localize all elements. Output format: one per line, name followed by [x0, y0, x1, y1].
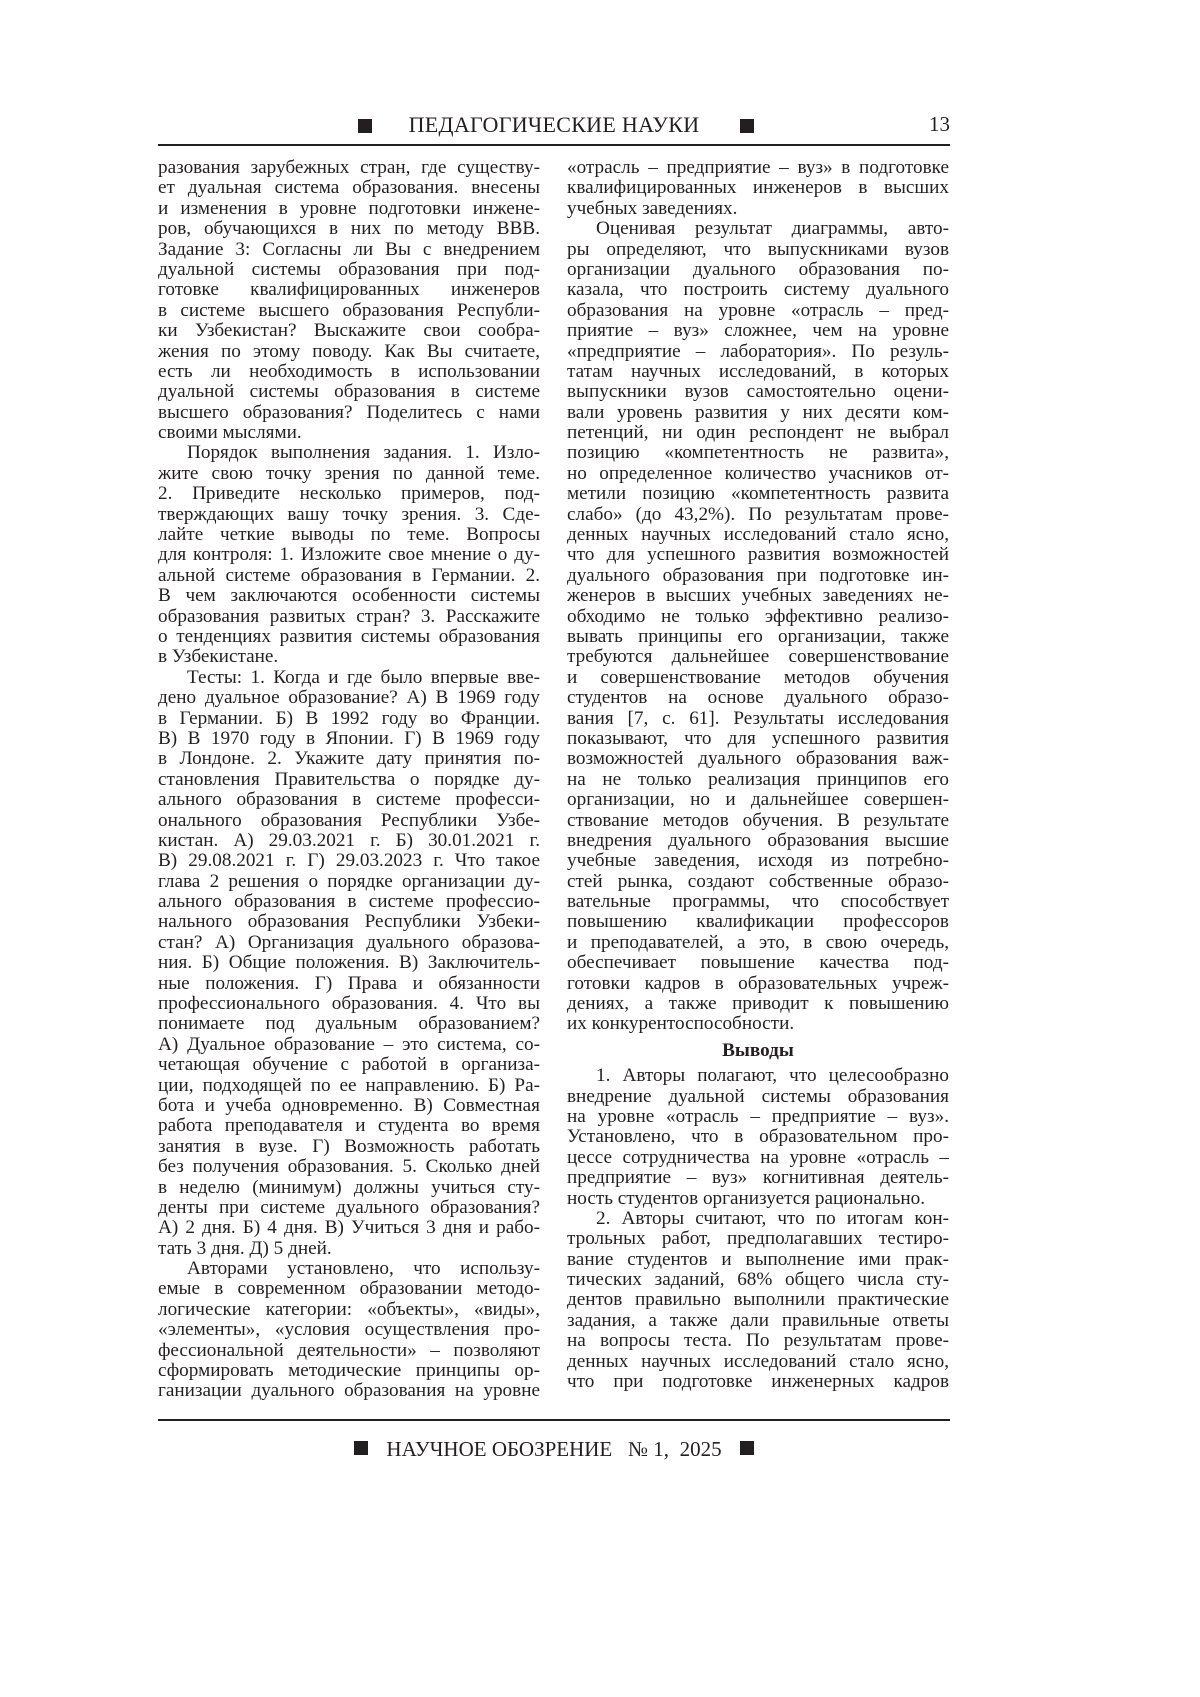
text-line: на вопросы теста. По результатам прове- [567, 1331, 949, 1351]
running-footer [158, 1437, 950, 1462]
text-line: денных научных исследований стало ясно, [567, 525, 949, 545]
text-line: Задание 3: Согласны ли Вы с внедрением [158, 240, 540, 260]
text-line: жите свою точку зрения по данной теме. [158, 464, 540, 484]
text-line: становления Правительства о порядке ду- [158, 770, 540, 790]
paragraph [158, 158, 540, 443]
paragraph [567, 1209, 949, 1393]
text-line: квалифицированных инженеров в высших [567, 178, 949, 198]
text-line: выпускники вузов самостоятельно оцени- [567, 382, 949, 402]
text-line: дениях, а также приводит к повышению [567, 994, 949, 1014]
text-line: высшего образования? Поделитесь с нами [158, 403, 540, 423]
text-line: организации, но и дальнейшее совершен- [567, 790, 949, 810]
text-line: показывают, что для успешного развития [567, 729, 949, 749]
text-line: в Узбекистане. [158, 647, 540, 667]
text-line: что при подготовке инженерных кадров [567, 1372, 949, 1392]
text-line: работа преподавателя и студента во время [158, 1116, 540, 1136]
text-line: вания [7, с. 61]. Результаты исследования [567, 709, 949, 729]
text-line: разования зарубежных стран, где существу- [158, 158, 540, 178]
text-line: кистан. А) 29.03.2021 г. Б) 30.01.2021 г. [158, 831, 540, 851]
text-line: В) 29.08.2021 г. Г) 29.03.2023 г. Что такое [158, 851, 540, 871]
text-line: позицию «компетентность не развита», [567, 443, 949, 463]
text-line: Тесты: 1. Когда и где было впервые вве- [158, 668, 540, 688]
text-line: сформировать методические принципы ор- [158, 1361, 540, 1381]
square-bullet-icon [740, 119, 754, 133]
text-line: вательные программы, что способствует [567, 892, 949, 912]
text-line: задания, а также дали правильные ответы [567, 1311, 949, 1331]
text-line: казала, что построить систему дуального [567, 280, 949, 300]
text-line: дуального образования при подготовке ин- [567, 566, 949, 586]
text-line: ганизации дуального образования на уровне [158, 1381, 540, 1401]
text-line: ции, подходящей по ее направлению. Б) Ра- [158, 1076, 540, 1096]
text-line: вывать принципы его организации, также [567, 627, 949, 647]
text-line: трольных работ, предполагавших тестиро- [567, 1229, 949, 1249]
text-line: образования развитых стран? 3. Расскажите [158, 607, 540, 627]
left-column [158, 158, 540, 1402]
text-line: емые в современном образовании методо- [158, 1279, 540, 1299]
text-line: метили позицию «компетентность развита [567, 484, 949, 504]
text-line: ет дуальная система образования. внесены [158, 178, 540, 198]
text-line: ния. Б) Общие положения. В) Заключитель- [158, 953, 540, 973]
text-line: дуальной системы образования при под- [158, 260, 540, 280]
text-line: возможностей дуального образования важ- [567, 749, 949, 769]
text-line: ки Узбекистан? Выскажите свои сообра- [158, 321, 540, 341]
text-line: ные положения. Г) Права и обязанности [158, 974, 540, 994]
text-line: их конкурентоспособности. [567, 1014, 949, 1034]
paragraph [567, 219, 949, 1035]
text-line: ры определяют, что выпускниками вузов [567, 240, 949, 260]
text-line: нального образования Республики Узбеки- [158, 912, 540, 932]
text-line: приятие – вуз» сложнее, чем на уровне [567, 321, 949, 341]
text-line: для контроля: 1. Изложите свое мнение о ду- [158, 545, 540, 565]
text-line: слабо» (до 43,2%). По результатам прове- [567, 505, 949, 525]
text-line: образования на уровне «отрасль – пред- [567, 301, 949, 321]
text-line: А) 2 дня. Б) 4 дня. В) Учиться 3 дня и рабо- [158, 1218, 540, 1238]
text-line: студентов на основе дуального образо- [567, 688, 949, 708]
text-line: ров, обучающихся в них по методу ВВВ. [158, 219, 540, 239]
text-line: внедрение дуальной системы образования [567, 1087, 949, 1107]
text-line: предприятие – вуз» когнитивная деятель- [567, 1168, 949, 1188]
text-line: тверждающих вашу точку зрения. 3. Сде- [158, 505, 540, 525]
text-line: 1. Авторы полагают, что целесообразно [567, 1066, 949, 1086]
text-line: дуальной системы образования в системе [158, 382, 540, 402]
text-line: «предприятие – лаборатория». По резуль- [567, 342, 949, 362]
issue-year: 2025 [680, 1437, 722, 1461]
text-line: внедрения дуального образования высшие [567, 831, 949, 851]
text-line: А) Дуальное образование – это система, со- [158, 1035, 540, 1055]
journal-name: НАУЧНОЕ ОБОЗРЕНИЕ [386, 1437, 612, 1461]
square-bullet-icon [740, 1441, 754, 1455]
text-line: ность студентов организуется рационально. [567, 1189, 949, 1209]
text-line: но определенное количество учасников от- [567, 464, 949, 484]
text-line: денных научных исследований стало ясно, [567, 1352, 949, 1372]
text-line: четающая обучение с работой в организа- [158, 1055, 540, 1075]
text-line: в Германии. Б) В 1992 году во Франции. [158, 709, 540, 729]
text-line: организации дуального образования по- [567, 260, 949, 280]
text-line: альной системе образования в Германии. 2. [158, 566, 540, 586]
text-line: 2. Приведите несколько примеров, под- [158, 484, 540, 504]
paragraph [158, 668, 540, 1259]
text-line: в неделю (минимум) должны учиться сту- [158, 1178, 540, 1198]
text-line: что для успешного развития возможностей [567, 545, 949, 565]
section-heading: Выводы [567, 1041, 949, 1061]
text-line: глава 2 решения о порядке организации ду- [158, 872, 540, 892]
text-line: и изменения в уровне подготовки инжене- [158, 199, 540, 219]
text-line: в системе высшего образования Республи- [158, 301, 540, 321]
text-line: стей рынка, создают собственные образо- [567, 872, 949, 892]
text-line: есть ли необходимость в использовании [158, 362, 540, 382]
text-line: готовке квалифицированных инженеров [158, 280, 540, 300]
text-line: ствование методов обучения. В результате [567, 811, 949, 831]
text-line: В чем заключаются особенности системы [158, 586, 540, 606]
text-line: Установлено, что в образовательном про- [567, 1127, 949, 1147]
text-line: профессионального образования. 4. Что вы [158, 994, 540, 1014]
text-line: фессиональной деятельности» – позволяют [158, 1341, 540, 1361]
text-line: татам научных исследований, в которых [567, 362, 949, 382]
text-line: денты при системе дуального образования? [158, 1198, 540, 1218]
text-line: ального образования в системе професси- [158, 790, 540, 810]
text-line: тических заданий, 68% общего числа сту- [567, 1270, 949, 1290]
text-line: В) В 1970 году в Японии. Г) В 1969 году [158, 729, 540, 749]
text-line: вали уровень развития у них десяти ком- [567, 403, 949, 423]
text-line: в Лондоне. 2. Укажите дату принятия по- [158, 749, 540, 769]
text-line: занятия в вузе. Г) Возможность работать [158, 1137, 540, 1157]
header-rule [158, 144, 950, 146]
text-line: онального образования Республики Узбе- [158, 811, 540, 831]
text-line: лайте четкие выводы по теме. Вопросы [158, 525, 540, 545]
text-line: стан? А) Организация дуального образова- [158, 933, 540, 953]
square-bullet-icon [354, 1441, 368, 1455]
issue-number: № 1, [628, 1437, 669, 1461]
text-line: учебных заведениях. [567, 199, 949, 219]
text-line: женеров в высших учебных заведениях не- [567, 586, 949, 606]
text-line: 2. Авторы считают, что по итогам кон- [567, 1209, 949, 1229]
text-line: ального образования в системе профессио- [158, 892, 540, 912]
right-column [567, 158, 949, 1392]
text-line: и преподавателей, а это, в свою очередь, [567, 933, 949, 953]
paragraph [158, 443, 540, 667]
paragraph [158, 1259, 540, 1402]
footer-rule [158, 1419, 950, 1421]
text-line: на не только реализация принципов его [567, 770, 949, 790]
text-line: логические категории: «объекты», «виды», [158, 1300, 540, 1320]
text-line: жения по этому поводу. Как Вы считаете, [158, 342, 540, 362]
text-line: дентов правильно выполнили практические [567, 1290, 949, 1310]
text-line: на уровне «отрасль – предприятие – вуз». [567, 1107, 949, 1127]
text-line: бота и учеба одновременно. В) Совместная [158, 1096, 540, 1116]
text-line: вание студентов и выполнение ими прак- [567, 1250, 949, 1270]
text-line: обходимо не только эффективно реализо- [567, 607, 949, 627]
text-line: понимаете под дуальным образованием? [158, 1014, 540, 1034]
running-header [158, 112, 950, 142]
section-title: ПЕДАГОГИЧЕСКИЕ НАУКИ [158, 112, 950, 138]
page-number: 13 [929, 112, 950, 137]
text-line: готовки кадров в образовательных учреж- [567, 974, 949, 994]
text-line: обеспечивает повышение качества под- [567, 953, 949, 973]
text-line: Авторами установлено, что использу- [158, 1259, 540, 1279]
text-line: цессе сотрудничества на уровне «отрасль – [567, 1148, 949, 1168]
text-line: без получения образования. 5. Сколько дней [158, 1157, 540, 1177]
text-line: о тенденциях развития системы образования [158, 627, 540, 647]
paragraph [567, 1066, 949, 1209]
text-line: Порядок выполнения задания. 1. Изло- [158, 443, 540, 463]
text-line: и совершенствование методов обучения [567, 668, 949, 688]
text-line: «элементы», «условия осуществления про- [158, 1320, 540, 1340]
text-line: «отрасль – предприятие – вуз» в подготовке [567, 158, 949, 178]
text-line: повышению квалификации профессоров [567, 912, 949, 932]
text-line: учебные заведения, исходя из потребно- [567, 851, 949, 871]
text-line: тать 3 дня. Д) 5 дней. [158, 1239, 540, 1259]
text-line: петенций, ни один респондент не выбрал [567, 423, 949, 443]
text-line: требуются дальнейшее совершенствование [567, 647, 949, 667]
text-line: дено дуальное образование? А) В 1969 году [158, 688, 540, 708]
text-line: своими мыслями. [158, 423, 540, 443]
text-line: Оценивая результат диаграммы, авто- [567, 219, 949, 239]
paragraph [567, 158, 949, 219]
